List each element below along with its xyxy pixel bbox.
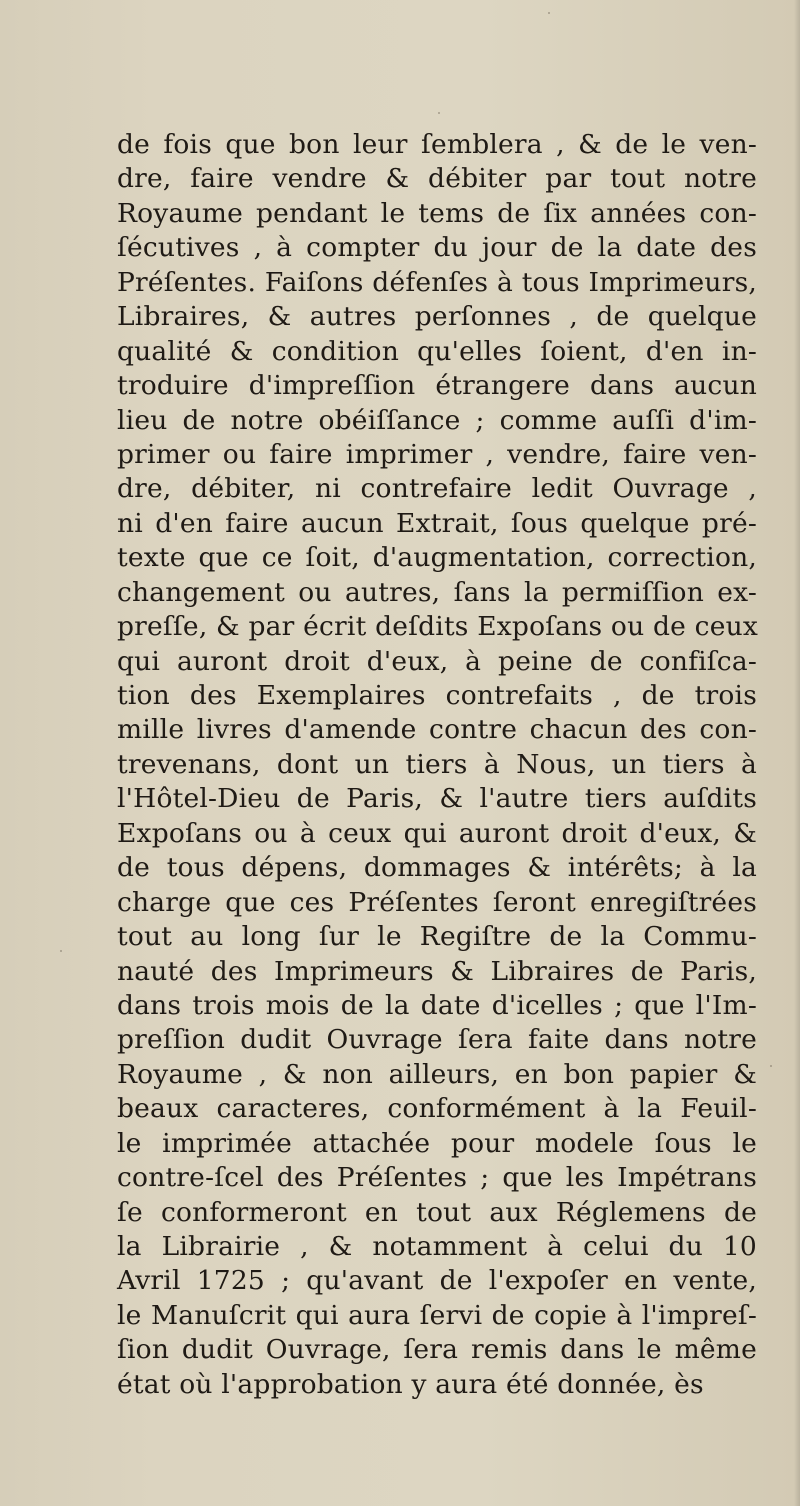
text-line: tout au long ſur le Regiſtre de la Commu-: [117, 921, 757, 953]
text-line: qui auront droit d'eux, à peine de confiſca-: [117, 645, 757, 677]
text-line: Royaume pendant le tems de ſix années con-: [117, 197, 757, 229]
text-line: contre-ſcel des Préſentes ; que les Impétrans: [117, 1162, 757, 1194]
text-line: ni d'en faire aucun Extrait, ſous quelque pré-: [117, 507, 757, 539]
text-line: la Librairie , & notamment à celui du 10: [117, 1231, 757, 1262]
text-line: trevenans, dont un tiers à Nous, un tiers à: [117, 748, 757, 780]
text-line: Avril 1725 ; qu'avant de l'expoſer en vente,: [117, 1265, 757, 1297]
text-line: beaux caracteres, conformément à la Feuil-: [117, 1093, 757, 1125]
paper-speck: [60, 950, 62, 952]
text-line: de fois que bon leur ſemblera , & de le ven-: [117, 129, 757, 160]
paper-speck: [438, 112, 440, 114]
text-line: preſſe, & par écrit deſdits Expoſans ou de ceux: [117, 611, 758, 643]
text-line: qualité & condition qu'elles ſoient, d'en in-: [117, 335, 757, 367]
text-line: primer ou faire imprimer , vendre, faire ven-: [117, 438, 757, 470]
text-line: Préſentes. Faiſons défenſes à tous Imprimeurs,: [117, 266, 757, 298]
text-line: Libraires, & autres perſonnes , de quelque: [117, 301, 757, 333]
text-line: ſion dudit Ouvrage, ſera remis dans le même: [117, 1334, 757, 1366]
text-line-last: état où l'approbation y aura été donnée, ès: [117, 1368, 704, 1400]
text-line: dans trois mois de la date d'icelles ; que l'Im-: [117, 989, 757, 1021]
text-line: nauté des Imprimeurs & Libraires de Paris,: [117, 955, 757, 987]
text-line: charge que ces Préſentes ſeront enregiſtrées: [117, 886, 757, 918]
text-line: changement ou autres, ſans la permiſſion ex-: [117, 576, 757, 608]
text-line: Royaume , & non ailleurs, en bon papier &: [117, 1058, 757, 1090]
text-line: dre, débiter, ni contrefaire ledit Ouvrage ,: [117, 473, 757, 505]
paper-speck: [770, 1065, 772, 1067]
text-line: le imprimée attachée pour modele ſous le: [117, 1127, 757, 1159]
text-line: lieu de notre obéiſſance ; comme auſſi d'im-: [117, 404, 757, 436]
text-line: le Manuſcrit qui aura ſervi de copie à l'impreſ-: [117, 1299, 757, 1331]
text-line: ſe conformeront en tout aux Réglemens de: [117, 1196, 757, 1228]
text-line: tion des Exemplaires contrefaits , de trois: [117, 680, 757, 711]
text-line: l'Hôtel-Dieu de Paris, & l'autre tiers auſdits: [117, 783, 757, 815]
text-line: Expoſans ou à ceux qui auront droit d'eux, &: [117, 817, 757, 849]
paper-speck: [548, 12, 550, 14]
text-line: dre, faire vendre & débiter par tout notre: [117, 163, 757, 195]
text-line: de tous dépens, dommages & intérêts; à la: [117, 852, 757, 884]
text-line: troduire d'impreſſion étrangere dans aucun: [117, 370, 757, 402]
text-line: ſécutives , à compter du jour de la date des: [117, 232, 757, 264]
text-line: mille livres d'amende contre chacun des con-: [117, 714, 757, 746]
text-line: preſſion dudit Ouvrage ſera faite dans notre: [117, 1024, 757, 1056]
body-text: [117, 128, 757, 1402]
text-line: texte que ce ſoit, d'augmentation, correction,: [117, 542, 757, 574]
